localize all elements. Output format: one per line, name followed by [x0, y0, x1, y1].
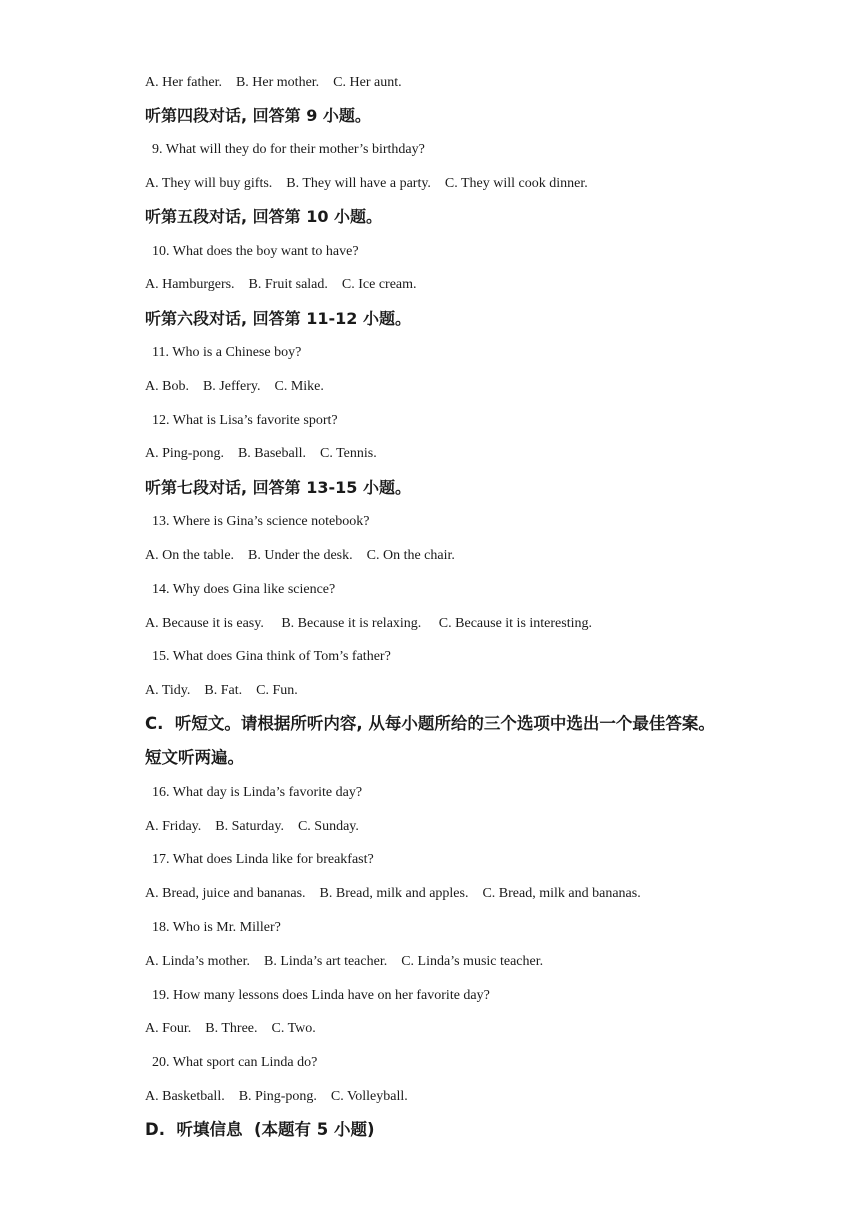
section-d-header: D. 听填信息 (本题有 5 小题) [145, 1120, 375, 1139]
question-18: 18. Who is Mr. Miller? [152, 920, 281, 935]
options-q12: A. Ping-pong. B. Baseball. C. Tennis. [145, 446, 377, 461]
options-q10: A. Hamburgers. B. Fruit salad. C. Ice cream. [145, 277, 417, 292]
options-q9: A. They will buy gifts. B. They will have a party. C. They will cook dinner. [145, 176, 588, 191]
options-q8: A. Her father. B. Her mother. C. Her aunt. [145, 75, 402, 90]
section-header-dialogue-7: 听第七段对话, 回答第 13-15 小题。 [145, 478, 411, 497]
options-q20: A. Basketball. B. Ping-pong. C. Volleyball. [145, 1089, 408, 1104]
question-13: 13. Where is Gina’s science notebook? [152, 514, 370, 529]
options-q17: A. Bread, juice and bananas. B. Bread, milk and apples. C. Bread, milk and bananas. [145, 886, 641, 901]
options-q11: A. Bob. B. Jeffery. C. Mike. [145, 379, 324, 394]
question-19: 19. How many lessons does Linda have on her favorite day? [152, 988, 490, 1003]
options-q19: A. Four. B. Three. C. Two. [145, 1021, 316, 1036]
section-c-instructions-cont: 短文听两遍。 [145, 748, 244, 767]
question-12: 12. What is Lisa’s favorite sport? [152, 413, 338, 428]
section-c-instructions: C. 听短文。请根据所听内容, 从每小题所给的三个选项中选出一个最佳答案。 [145, 714, 715, 733]
question-20: 20. What sport can Linda do? [152, 1055, 318, 1070]
section-header-dialogue-5: 听第五段对话, 回答第 10 小题。 [145, 207, 383, 226]
question-11: 11. Who is a Chinese boy? [152, 345, 302, 360]
question-14: 14. Why does Gina like science? [152, 582, 336, 597]
question-16: 16. What day is Linda’s favorite day? [152, 785, 363, 800]
options-q18: A. Linda’s mother. B. Linda’s art teacher. C. Linda’s music teacher. [145, 954, 544, 969]
options-q13: A. On the table. B. Under the desk. C. On the chair. [145, 548, 455, 563]
options-q16: A. Friday. B. Saturday. C. Sunday. [145, 819, 359, 834]
section-header-dialogue-6: 听第六段对话, 回答第 11-12 小题。 [145, 309, 411, 328]
question-10: 10. What does the boy want to have? [152, 244, 359, 259]
section-header-dialogue-4: 听第四段对话, 回答第 9 小题。 [145, 106, 371, 125]
question-9: 9. What will they do for their mother’s birthday? [152, 142, 425, 157]
question-17: 17. What does Linda like for breakfast? [152, 852, 374, 867]
options-q15: A. Tidy. B. Fat. C. Fun. [145, 683, 298, 698]
question-15: 15. What does Gina think of Tom’s father? [152, 649, 391, 664]
options-q14: A. Because it is easy. B. Because it is relaxing. C. Because it is interesting. [145, 616, 592, 631]
